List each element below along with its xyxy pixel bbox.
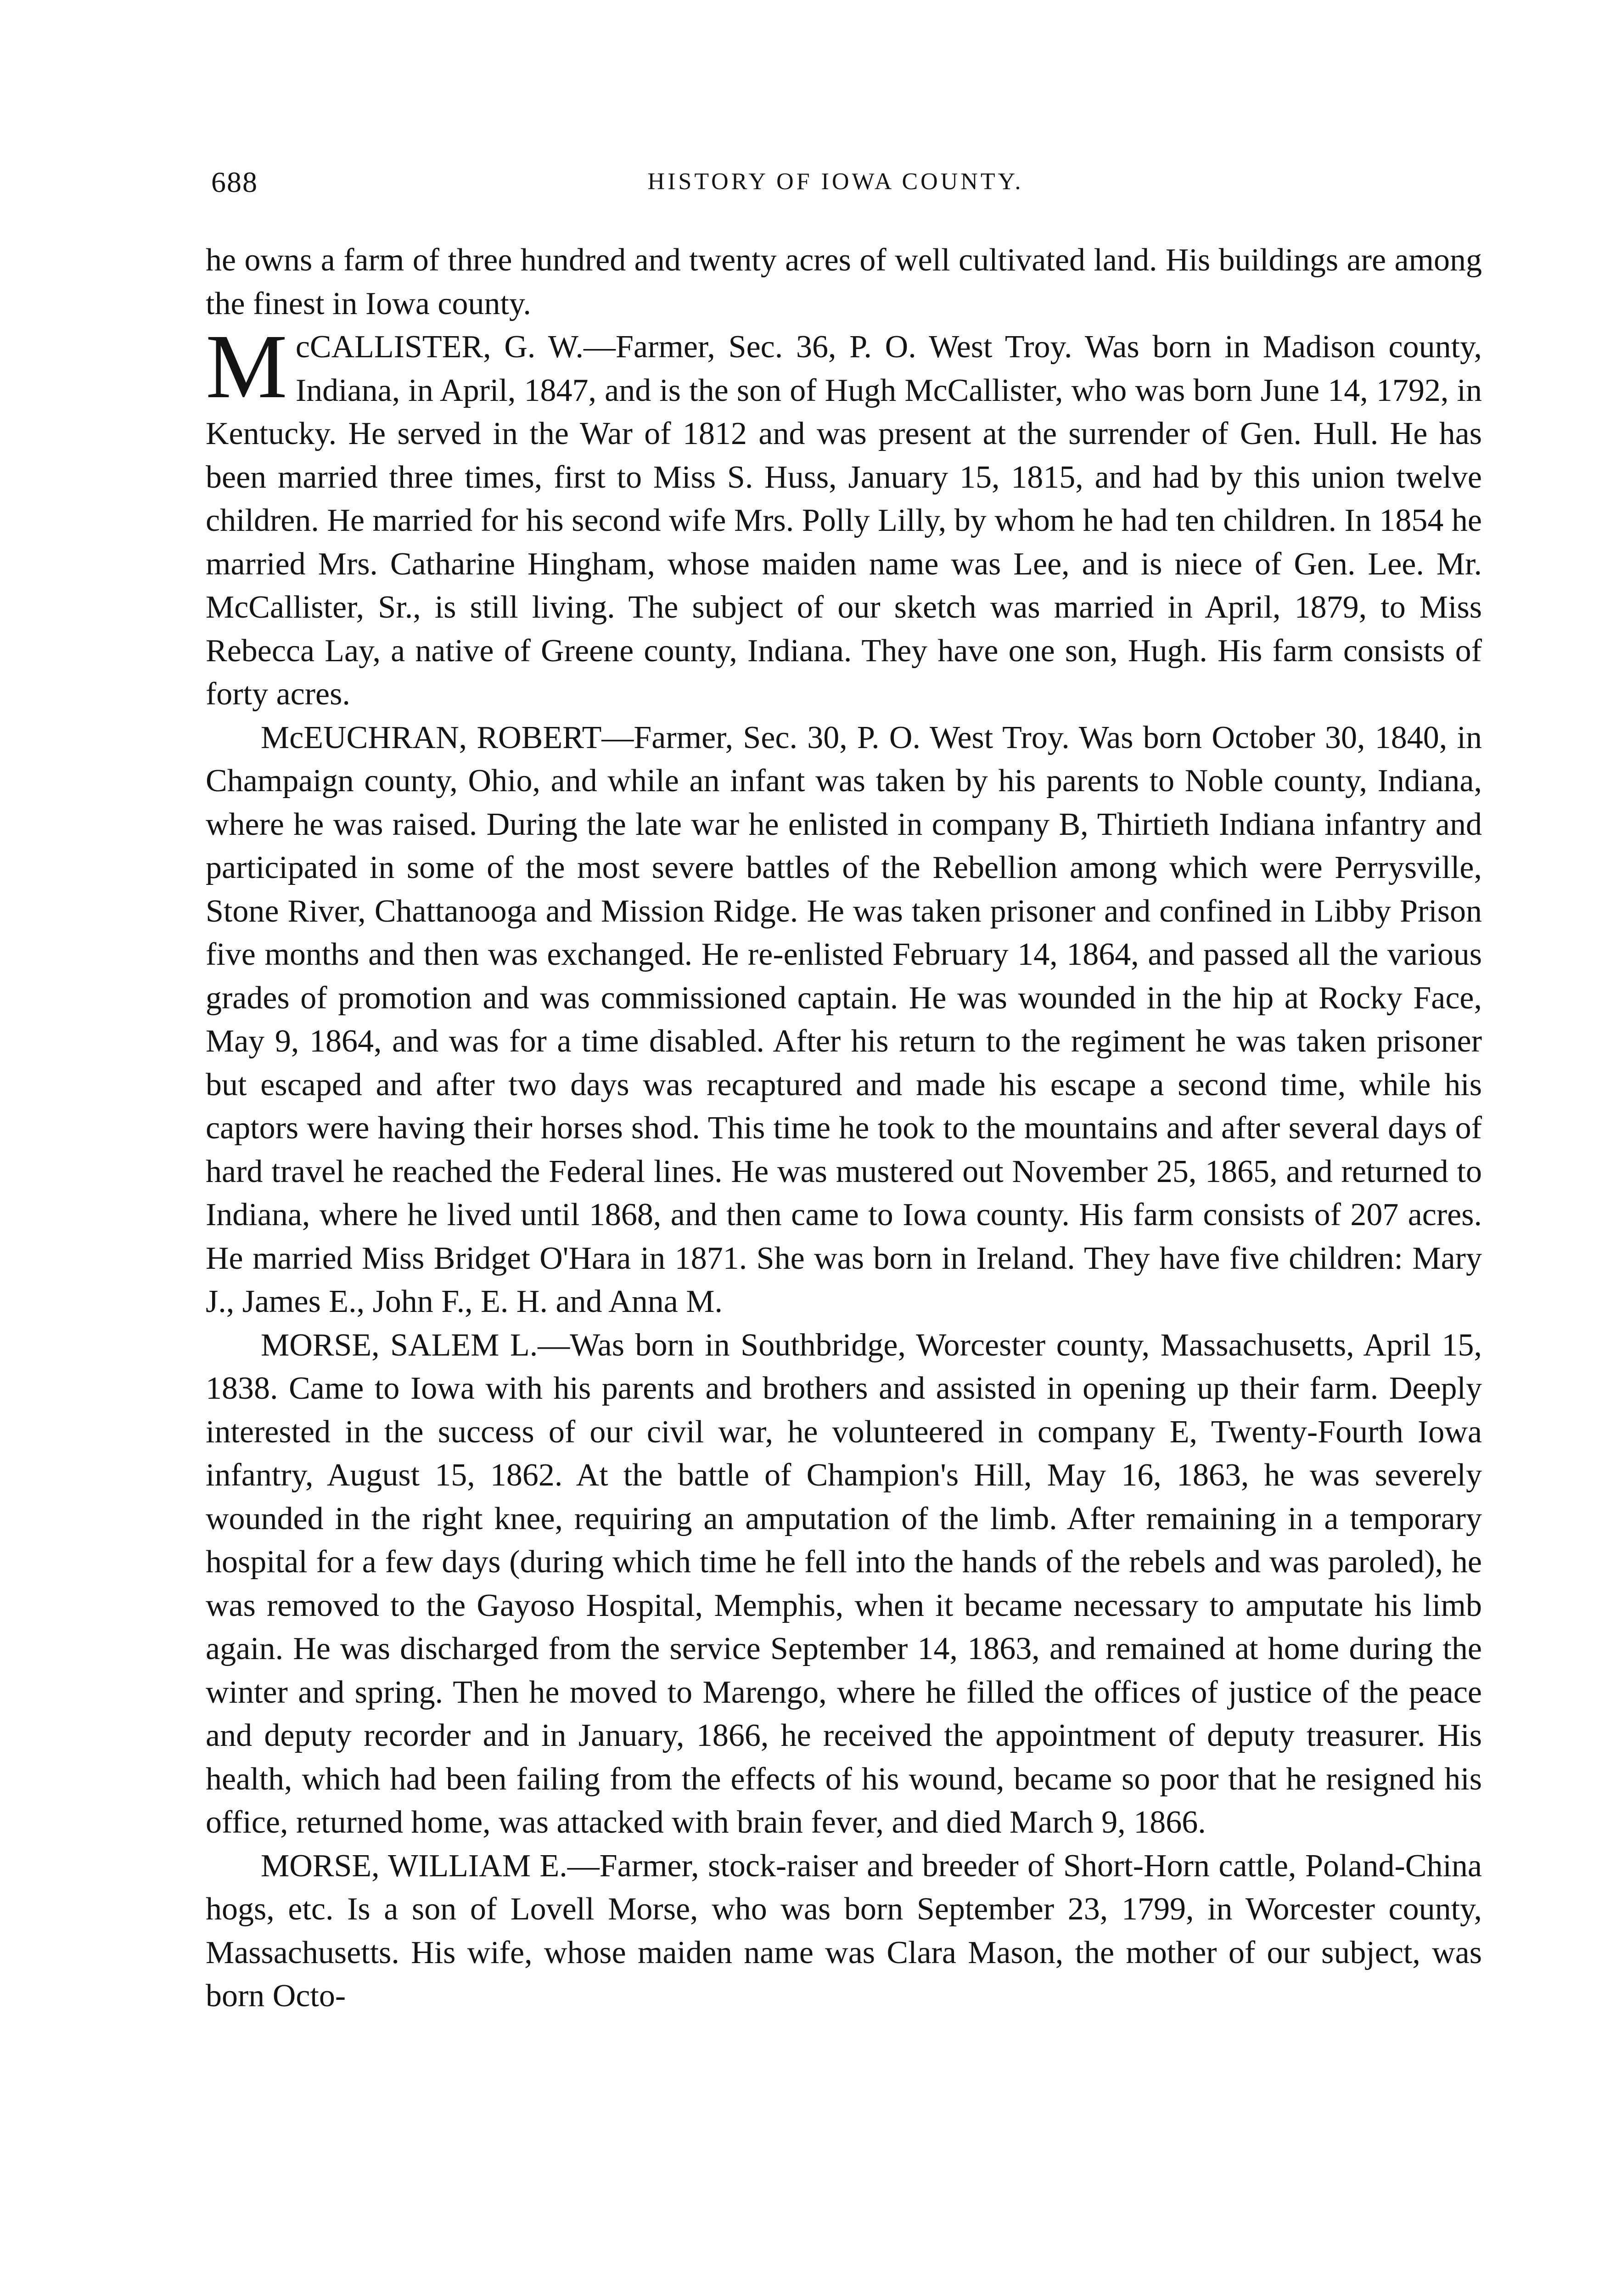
page-header	[202, 165, 1469, 207]
entry-morse-william: MORSE, WILLIAM E.—Farmer, stock-raiser and breeder of Short-Horn cattle, Poland-China hogs, etc. Is a son of Lovell Morse, who was born September 23, 1799, in Worcester county, Massachusetts. His wife, whose maiden name was Clara Mason, the mother of our subject, was born Octo-	[206, 1848, 1482, 2014]
drop-cap: M	[206, 316, 287, 417]
entry-morse-salem: MORSE, SALEM L.—Was born in Southbridge, Worcester county, Massachusetts, April 15, 1838. Came to Iowa with his parents and brothers and assisted in opening up their farm. Deeply interested in the success of our civil war, he volunteered in company E, Twenty-Fourth Iowa infantry, August 15, 1862. At the battle of Champion's Hill, May 16, 1863, he was severely wounded in the right knee, requiring an amputation of the limb. After remaining in a temporary hospital for a few days (during which time he fell into the hands of the rebels and was paroled), he was removed to the Gayoso Hospital, Memphis, when it became necessary to amputate his limb again. He was discharged from the service September 14, 1863, and remained at home during the winter and spring. Then he moved to Marengo, where he filled the offices of justice of the peace and deputy recorder and in January, 1866, he received the appointment of deputy treasurer. His health, which had been failing from the effects of his wound, became so poor that he resigned his office, returned home, was attacked with brain fever, and died March 9, 1866.	[206, 1327, 1482, 1840]
body-text	[206, 239, 1482, 2018]
entry-text: cCALLISTER, G. W.—Farmer, Sec. 36, P. O. West Troy. Was born in Madison county, Indiana, in April, 1847, and is the son of Hugh McCallister, who was born June 14, 1792, in Kentucky. He served in the War of 1812 and was present at the surrender of Gen. Hull. He has been married three times, first to Miss S. Huss, January 15, 1815, and had by this union twelve children. He married for his second wife Mrs. Polly Lilly, by whom he had ten children. In 1854 he married Mrs. Catharine Hingham, whose maiden name was Lee, and is niece of Gen. Lee. Mr. McCallister, Sr., is still living. The subject of our sketch was married in April, 1879, to Miss Rebecca Lay, a native of Greene county, Indiana. They have one son, Hugh. His farm consists of forty acres.	[206, 329, 1482, 712]
entry-mceuchran: McEUCHRAN, ROBERT—Farmer, Sec. 30, P. O. West Troy. Was born October 30, 1840, in Champaign county, Ohio, and while an infant was taken by his parents to Noble county, Indiana, where he was raised. During the late war he enlisted in company B, Thirtieth Indiana infantry and participated in some of the most severe battles of the Rebellion among which were Perrysville, Stone River, Chattanooga and Mission Ridge. He was taken prisoner and confined in Libby Prison five months and then was exchanged. He re-enlisted February 14, 1864, and passed all the various grades of promotion and was commissioned captain. He was wounded in the hip at Rocky Face, May 9, 1864, and was for a time disabled. After his return to the regiment he was taken prisoner but escaped and after two days was recaptured and made his escape a second time, while his captors were having their horses shod. This time he took to the mountains and after several days of hard travel he reached the Federal lines. He was mustered out November 25, 1865, and returned to Indiana, where he lived until 1868, and then came to Iowa county. His farm consists of 207 acres. He married Miss Bridget O'Hara in 1871. She was born in Ireland. They have five children: Mary J., James E., John F., E. H. and Anna M.	[206, 720, 1482, 1319]
running-title: HISTORY OF IOWA COUNTY.	[647, 169, 1024, 195]
entry-mccallister	[206, 316, 1482, 716]
page-number: 688	[211, 166, 258, 198]
paragraph-continuation: he owns a farm of three hundred and twenty acres of well cultivated land. His buildings are among the finest in Iowa county.	[206, 242, 1482, 321]
